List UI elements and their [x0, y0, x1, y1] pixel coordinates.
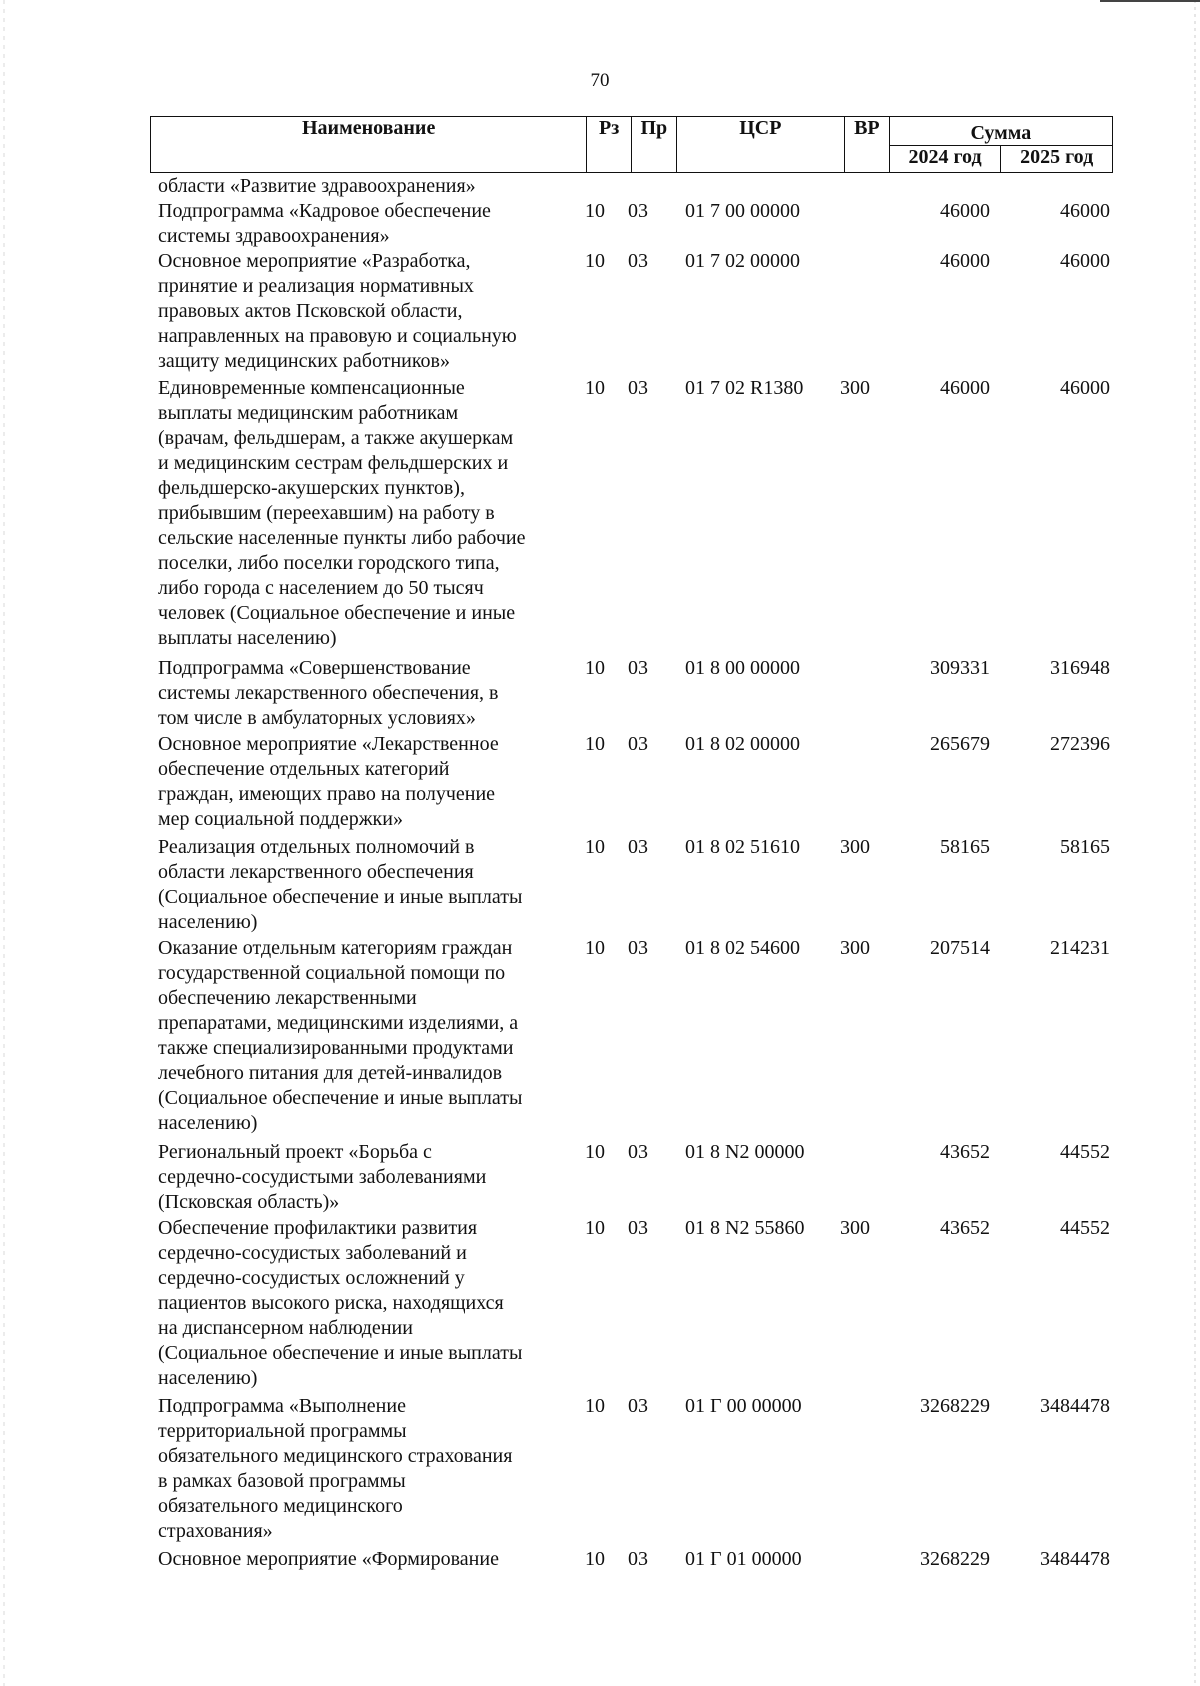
- table-row: [0, 174, 1200, 199]
- row-pr: 03: [628, 377, 648, 399]
- row-sum-2025: 3484478: [1040, 1548, 1110, 1570]
- scan-top-mark: [1100, 0, 1200, 2]
- row-pr: 03: [628, 250, 648, 272]
- row-rz: 10: [585, 377, 605, 399]
- row-rz: 10: [585, 836, 605, 858]
- row-sum-2025: 214231: [1050, 937, 1110, 959]
- row-pr: 03: [628, 937, 648, 959]
- table-body: [0, 174, 1200, 1577]
- row-csr: 01 7 00 00000: [685, 200, 800, 222]
- row-csr: 01 8 00 00000: [685, 657, 800, 679]
- row-sum-2024: 3268229: [920, 1395, 990, 1417]
- header-rz: Рз: [587, 117, 632, 173]
- row-rz: 10: [585, 250, 605, 272]
- row-sum-2024: 46000: [940, 200, 990, 222]
- row-pr: 03: [628, 1395, 648, 1417]
- row-name: Основное мероприятие «Разработка, принятие и реализация нормативных правовых актов Псковской области, направленных на правовую и социальную защиту медицинских работников»: [158, 250, 517, 372]
- row-sum-2025: 44552: [1060, 1141, 1110, 1163]
- row-sum-2024: 43652: [940, 1141, 990, 1163]
- row-rz: 10: [585, 1548, 605, 1570]
- table-header: [150, 116, 1113, 173]
- row-sum-2025: 3484478: [1040, 1395, 1110, 1417]
- table-row: [0, 249, 1200, 376]
- row-vr: 300: [840, 937, 870, 959]
- row-name: Региональный проект «Борьба с сердечно-сосудистыми заболеваниями (Псковская область)»: [158, 1141, 487, 1213]
- row-pr: 03: [628, 733, 648, 755]
- row-name: Подпрограмма «Совершенствование системы лекарственного обеспечения, в том числе в амбулаторных условиях»: [158, 657, 499, 729]
- table-row: [0, 1216, 1200, 1394]
- row-rz: 10: [585, 1395, 605, 1417]
- row-name: Основное мероприятие «Формирование: [158, 1548, 499, 1570]
- row-sum-2025: 46000: [1060, 250, 1110, 272]
- row-sum-2024: 265679: [930, 733, 990, 755]
- row-sum-2024: 46000: [940, 250, 990, 272]
- table-row: [0, 1394, 1200, 1547]
- row-pr: 03: [628, 836, 648, 858]
- row-csr: 01 8 N2 00000: [685, 1141, 805, 1163]
- row-name: Единовременные компенсационные выплаты медицинским работникам (врачам, фельдшерам, а также акушеркам и медицинским сестрам фельдшерских и фельдшерско-акушерских пунктов), прибывшим (переехавшим) на работу в сельские населенные пункты либо рабочие поселки, либо поселки городского типа, либо города с населением до 50 тысяч человек (Социальное обеспечение и иные выплаты населению): [158, 377, 526, 649]
- row-pr: 03: [628, 1141, 648, 1163]
- row-sum-2025: 272396: [1050, 733, 1110, 755]
- row-sum-2024: 3268229: [920, 1548, 990, 1570]
- page-number: 70: [590, 70, 610, 91]
- row-rz: 10: [585, 1217, 605, 1239]
- row-rz: 10: [585, 733, 605, 755]
- row-pr: 03: [628, 1217, 648, 1239]
- header-year-2025: 2025 год: [1001, 146, 1113, 173]
- row-sum-2024: 309331: [930, 657, 990, 679]
- row-sum-2025: 316948: [1050, 657, 1110, 679]
- row-csr: 01 7 02 R1380: [685, 377, 804, 399]
- row-sum-2024: 207514: [930, 937, 990, 959]
- table-row: [0, 656, 1200, 732]
- table-row: [0, 936, 1200, 1140]
- row-sum-2024: 43652: [940, 1217, 990, 1239]
- row-rz: 10: [585, 1141, 605, 1163]
- row-name: Подпрограмма «Выполнение территориальной программы обязательного медицинского страхования в рамках базовой программы обязательного медицинского страхования»: [158, 1395, 513, 1542]
- header-vr: ВР: [845, 117, 890, 173]
- row-vr: 300: [840, 377, 870, 399]
- row-vr: 300: [840, 836, 870, 858]
- row-rz: 10: [585, 200, 605, 222]
- row-csr: 01 Г 00 00000: [685, 1395, 802, 1417]
- table-row: [0, 1547, 1200, 1577]
- row-csr: 01 7 02 00000: [685, 250, 800, 272]
- row-pr: 03: [628, 657, 648, 679]
- table-row: [0, 199, 1200, 249]
- row-csr: 01 8 02 54600: [685, 937, 800, 959]
- row-name: Подпрограмма «Кадровое обеспечение системы здравоохранения»: [158, 200, 491, 247]
- header-pr: Пр: [631, 117, 676, 173]
- row-pr: 03: [628, 200, 648, 222]
- table-row: [0, 376, 1200, 656]
- row-name: Реализация отдельных полномочий в области лекарственного обеспечения (Социальное обеспечение и иные выплаты населению): [158, 836, 523, 933]
- header-csr: ЦСР: [676, 117, 844, 173]
- row-csr: 01 8 N2 55860: [685, 1217, 805, 1239]
- row-sum-2025: 46000: [1060, 377, 1110, 399]
- row-name: Обеспечение профилактики развития сердечно-сосудистых заболеваний и сердечно-сосудистых осложнений у пациентов высокого риска, находящихся на диспансерном наблюдении (Социальное обеспечение и иные выплаты населению): [158, 1217, 523, 1389]
- row-sum-2025: 44552: [1060, 1217, 1110, 1239]
- header-name: Наименование: [151, 117, 587, 173]
- row-sum-2025: 58165: [1060, 836, 1110, 858]
- row-name: Оказание отдельным категориям граждан государственной социальной помощи по обеспечению лекарственными препаратами, медицинскими изделиями, а также специализированными продуктами лечебного питания для детей-инвалидов (Социальное обеспечение и иные выплаты населению): [158, 937, 523, 1134]
- row-csr: 01 8 02 51610: [685, 836, 800, 858]
- row-sum-2024: 46000: [940, 377, 990, 399]
- table-row: [0, 732, 1200, 835]
- table-row: [0, 835, 1200, 936]
- row-csr: 01 Г 01 00000: [685, 1548, 802, 1570]
- header-sum: Сумма: [889, 117, 1112, 146]
- row-csr: 01 8 02 00000: [685, 733, 800, 755]
- row-sum-2025: 46000: [1060, 200, 1110, 222]
- row-vr: 300: [840, 1217, 870, 1239]
- row-rz: 10: [585, 937, 605, 959]
- row-rz: 10: [585, 657, 605, 679]
- row-name: Основное мероприятие «Лекарственное обеспечение отдельных категорий граждан, имеющих право на получение мер социальной поддержки»: [158, 733, 499, 830]
- row-name: области «Развитие здравоохранения»: [158, 175, 476, 197]
- header-year-2024: 2024 год: [889, 146, 1001, 173]
- row-pr: 03: [628, 1548, 648, 1570]
- table-row: [0, 1140, 1200, 1216]
- row-sum-2024: 58165: [940, 836, 990, 858]
